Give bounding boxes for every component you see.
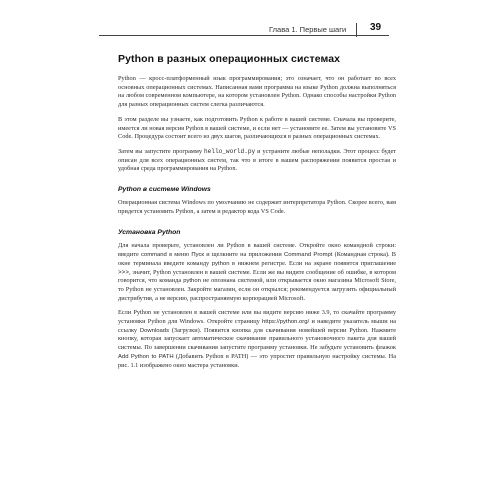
intro-p3-text-b: и устраните любые неполадки. Этот процесс будет описан для всех операционных систем, так что в итоге в вашем распоряжении появится простая и удобная среда программирования на Python. [118,147,396,173]
intro-paragraph-3 [118,148,396,174]
text-run: , значит, Python установлен в вашей системе. Если же вы видите сообщение об ошибке, в котором говорится, что команда [118,268,396,285]
ui-term: command [140,252,167,259]
section-title: Python в разных операционных системах [118,53,341,65]
page-number: 39 [370,22,382,33]
subsection-heading-install: Установка Python [118,229,181,237]
ui-term: python [183,278,201,285]
text-run: (Загрузки). Появится кнопка для скачивания новейшей версии Python. Нажмите кнопку, которая запускает автоматическое скачивание правильного установочного пакета для вашей системы. По завершении скачивания запустите программу установки. Не забудьте установить флажок [118,326,397,352]
ui-term: Add Python to PATH [118,353,174,360]
inline-code: >>> [118,268,129,276]
text-run: в нижнем регистре. Если на экране появится приглашение [229,259,396,267]
inline-code-filename: hello_world.py [203,147,256,155]
ui-term: Command Prompt [283,252,333,259]
text-run: в меню [166,251,192,259]
text-run: (Добавить Python в PATH) — это упростит правильную настройку системы. На рис. 1.1 изображено окно мастера установки. [118,352,397,369]
windows-paragraph-1: Операционная система Windows по умолчанию не содержит интерпретатора Python. Скорее всего, вам придется установить Python, а затем и редактор кода VS Code. [118,199,396,215]
text-run: (Командная строка). В окне терминала введите команду [118,251,397,267]
ui-term: https://python.org/ [262,319,310,326]
intro-paragraph-1: Python — кросс-платформенный язык программирования; это означает, что он работает во всех основных операционных системах. Написанная вами программа на языке Python должна выполняться на любом современном компьютере, на котором установлен Python. Однако способы настройки Python для разных операционных систем слегка различаются. [118,75,396,109]
text-run: Для начала проверьте, установлен ли Python в вашей системе. Откройте окно командной строки: введите [118,242,396,259]
text-run: Если Python не установлен в вашей системе или вы видите версию ниже 3.9, то скачайте программу установки Python для Windows. Откройте страницу [118,309,396,326]
ui-term: python [211,260,230,267]
running-header [99,23,389,39]
chapter-title: Глава 1. Первые шаги [269,25,347,34]
intro-paragraph-2: В этом разделе вы узнаете, как подготовить Python к работе в вашей системе. Сначала вы проверите, имеется ли новая версия Python в вашей системе, и если нет — установите ее. Затем вы установите VS Code. Процедура состоит всего из двух шагов, различающихся в разных операционных системах. [118,115,396,141]
intro-p3-text-a: Затем вы запустите программу [118,147,204,155]
text-run: и наведите указатель мыши на ссылку [118,318,396,334]
subsection-heading-windows: Python в системе Windows [118,186,211,194]
ui-term: Downloads [139,327,170,334]
text-run: не опознана системой, или открывается окно магазина Microsoft Store, то Python не установлен. Закройте магазин, если он открылся; рекомендуется загрузить официальный дистрибутив, а не версию, распространяемую корпорацией Microsoft. [118,277,396,302]
install-paragraph-2 [118,309,396,370]
text-run: и щелкните на приложении [203,251,284,259]
header-separator [356,23,357,37]
page-body [118,40,396,376]
install-paragraph-1 [118,242,396,303]
header-rule [99,35,389,36]
ui-term: Пуск [191,252,204,259]
